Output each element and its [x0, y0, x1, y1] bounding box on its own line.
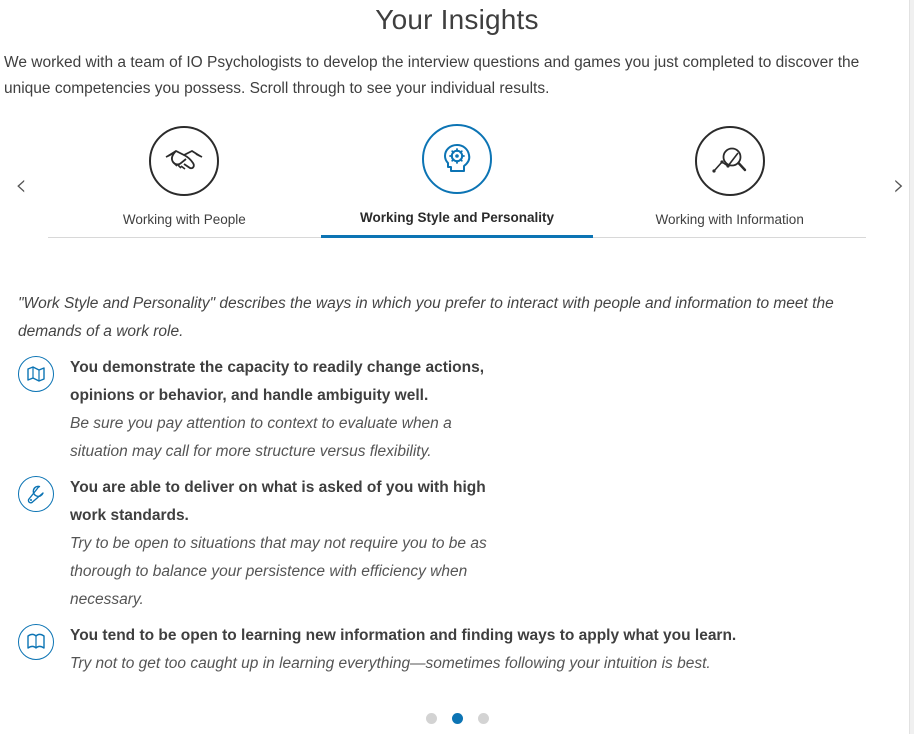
- carousel-next-arrow-icon[interactable]: ›: [893, 168, 905, 203]
- tab-working-with-information[interactable]: [593, 126, 866, 238]
- carousel-prev-arrow-icon[interactable]: ‹: [15, 168, 27, 203]
- insight-item: [18, 352, 896, 466]
- insight-item-text: [70, 352, 490, 466]
- tab-label: Working with People: [122, 212, 246, 227]
- wrench-icon: [26, 484, 46, 504]
- book-icon: [26, 633, 46, 651]
- page-title: Your Insights: [375, 4, 539, 35]
- tab-working-style-and-personality[interactable]: [321, 124, 594, 238]
- pagination-dot-2[interactable]: [452, 713, 463, 724]
- page-intro-text: We worked with a team of IO Psychologists to develop the interview questions and games you just completed to discover the unique competencies you possess. Scroll through to see your individual results.: [4, 54, 860, 97]
- insight-subtext: Be sure you pay attention to context to evaluate when a situation may call for more structure versus flexibility.: [70, 415, 452, 460]
- insight-item: [18, 472, 896, 614]
- handshake-icon-circle: [149, 126, 219, 196]
- pagination-dot-1[interactable]: [426, 713, 437, 724]
- carousel-pagination-dots: [0, 713, 914, 724]
- insight-headline: You are able to deliver on what is asked of you with high work standards.: [70, 479, 486, 524]
- insight-headline: You tend to be open to learning new information and finding ways to apply what you learn.: [70, 627, 737, 644]
- wrench-icon-badge: [18, 476, 54, 512]
- carousel-tabs: [48, 124, 866, 238]
- pagination-dot-3[interactable]: [478, 713, 489, 724]
- tab-working-with-people[interactable]: [48, 126, 321, 238]
- head-gear-icon-circle: [422, 124, 492, 194]
- magnifier-chart-icon-circle: [695, 126, 765, 196]
- insight-headline: You demonstrate the capacity to readily change actions, opinions or behavior, and handle ambiguity well.: [70, 359, 485, 404]
- book-icon-badge: [18, 624, 54, 660]
- insight-item-text: [70, 620, 830, 678]
- insight-item: [18, 620, 896, 678]
- insight-subtext: Try to be open to situations that may not require you to be as thorough to balance your persistence with efficiency when necessary.: [70, 535, 487, 608]
- page-scrollbar-track[interactable]: [909, 0, 914, 734]
- handshake-icon: [164, 146, 204, 176]
- tab-label: Working with Information: [655, 212, 804, 227]
- insight-item-text: [70, 472, 490, 614]
- magnifier-chart-icon: [710, 144, 750, 178]
- tab-label: Working Style and Personality: [359, 210, 555, 225]
- insight-items-list: [18, 352, 896, 678]
- head-gear-icon: [438, 140, 476, 178]
- panel-description: "Work Style and Personality" describes the ways in which you prefer to interact with people and information to meet the demands of a work role.: [18, 295, 834, 340]
- insights-carousel: [0, 124, 914, 264]
- insight-subtext: Try not to get too caught up in learning everything—sometimes following your intuition is best.: [70, 655, 711, 672]
- map-icon: [26, 365, 46, 383]
- map-icon-badge: [18, 356, 54, 392]
